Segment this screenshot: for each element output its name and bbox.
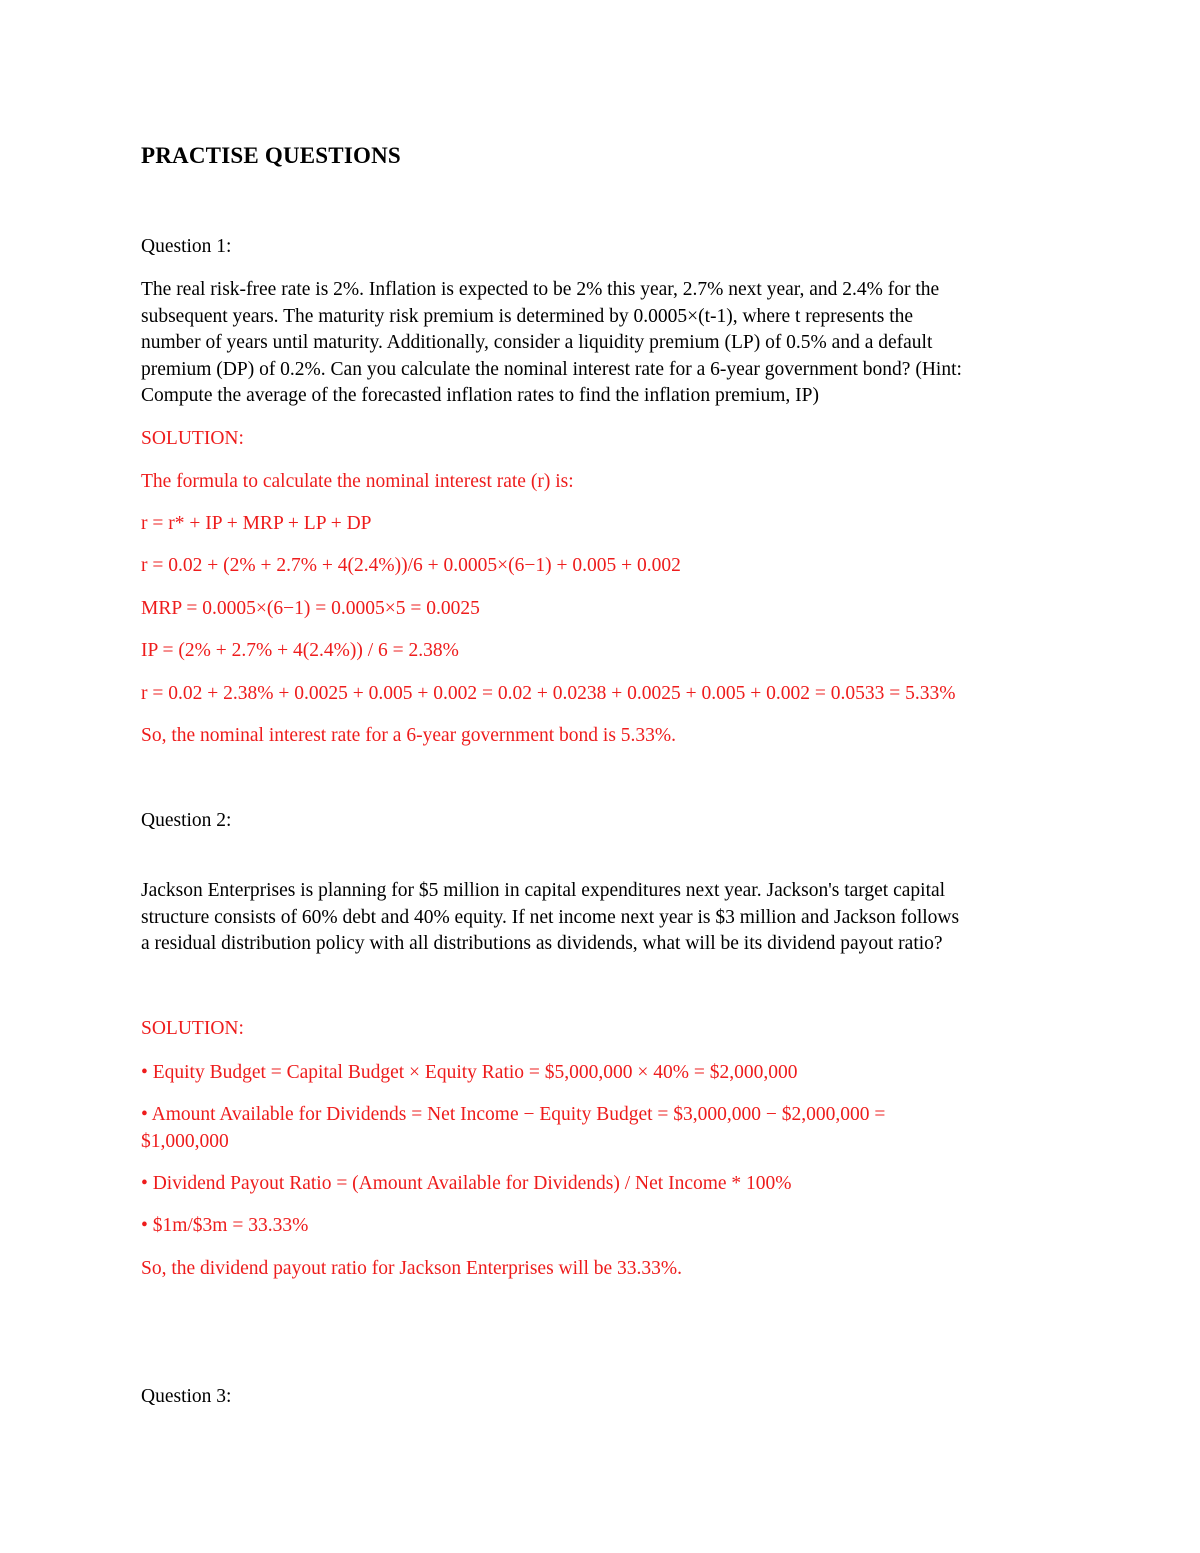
- solution-ip: IP = (2% + 2.7% + 4(2.4%)) / 6 = 2.38%: [141, 640, 459, 661]
- question-1-text-line: premium (DP) of 0.2%. Can you calculate the nominal interest rate for a 6-year government bond? (Hint:: [141, 358, 962, 380]
- question-1-heading: Question 1:: [141, 236, 232, 257]
- question-2-solution-label: SOLUTION:: [141, 1018, 244, 1039]
- solution-bullet: • Amount Available for Dividends = Net Income − Equity Budget = $3,000,000 − $2,000,000 =: [141, 1104, 886, 1125]
- solution-conclusion: So, the dividend payout ratio for Jackson Enterprises will be 33.33%.: [141, 1258, 683, 1279]
- solution-conclusion: So, the nominal interest rate for a 6-year government bond is 5.33%.: [141, 725, 677, 746]
- solution-result: r = 0.02 + 2.38% + 0.0025 + 0.005 + 0.002 = 0.02 + 0.0238 + 0.0025 + 0.005 + 0.002 = 0.0533 = 5.33%: [141, 683, 956, 704]
- solution-bullet: • $1m/$3m = 33.33%: [141, 1215, 309, 1236]
- question-1-text-line: Compute the average of the forecasted inflation rates to find the inflation premium, IP): [141, 385, 819, 406]
- solution-bullet: • Dividend Payout Ratio = (Amount Available for Dividends) / Net Income * 100%: [141, 1173, 792, 1194]
- solution-substitution: r = 0.02 + (2% + 2.7% + 4(2.4%))/6 + 0.0005×(6−1) + 0.005 + 0.002: [141, 555, 681, 576]
- solution-formula-intro: The formula to calculate the nominal interest rate (r) is:: [141, 471, 574, 492]
- question-1-text-line: subsequent years. The maturity risk premium is determined by 0.0005×(t-1), where t represents the: [141, 305, 914, 327]
- page-title: PRACTISE QUESTIONS: [141, 143, 401, 168]
- question-2-text-line: structure consists of 60% debt and 40% equity. If net income next year is $3 million and Jackson follows: [141, 906, 960, 928]
- solution-bullet-continuation: $1,000,000: [141, 1130, 229, 1152]
- question-1-text-line: The real risk-free rate is 2%. Inflation is expected to be 2% this year, 2.7% next year, and 2.4% for the: [141, 279, 940, 300]
- question-3-heading: Question 3:: [141, 1386, 232, 1407]
- solution-bullet: • Equity Budget = Capital Budget × Equity Ratio = $5,000,000 × 40% = $2,000,000: [141, 1062, 798, 1083]
- solution-formula: r = r* + IP + MRP + LP + DP: [141, 513, 372, 534]
- question-2-text-line: Jackson Enterprises is planning for $5 million in capital expenditures next year. Jackson's target capital: [141, 880, 946, 901]
- question-1-solution-label: SOLUTION:: [141, 428, 244, 449]
- question-2-text-line: a residual distribution policy with all distributions as dividends, what will be its dividend payout ratio?: [141, 933, 943, 954]
- question-2-heading: Question 2:: [141, 810, 232, 831]
- solution-mrp: MRP = 0.0005×(6−1) = 0.0005×5 = 0.0025: [141, 598, 480, 619]
- question-1-text-line: number of years until maturity. Additionally, consider a liquidity premium (LP) of 0.5% and a default: [141, 332, 933, 353]
